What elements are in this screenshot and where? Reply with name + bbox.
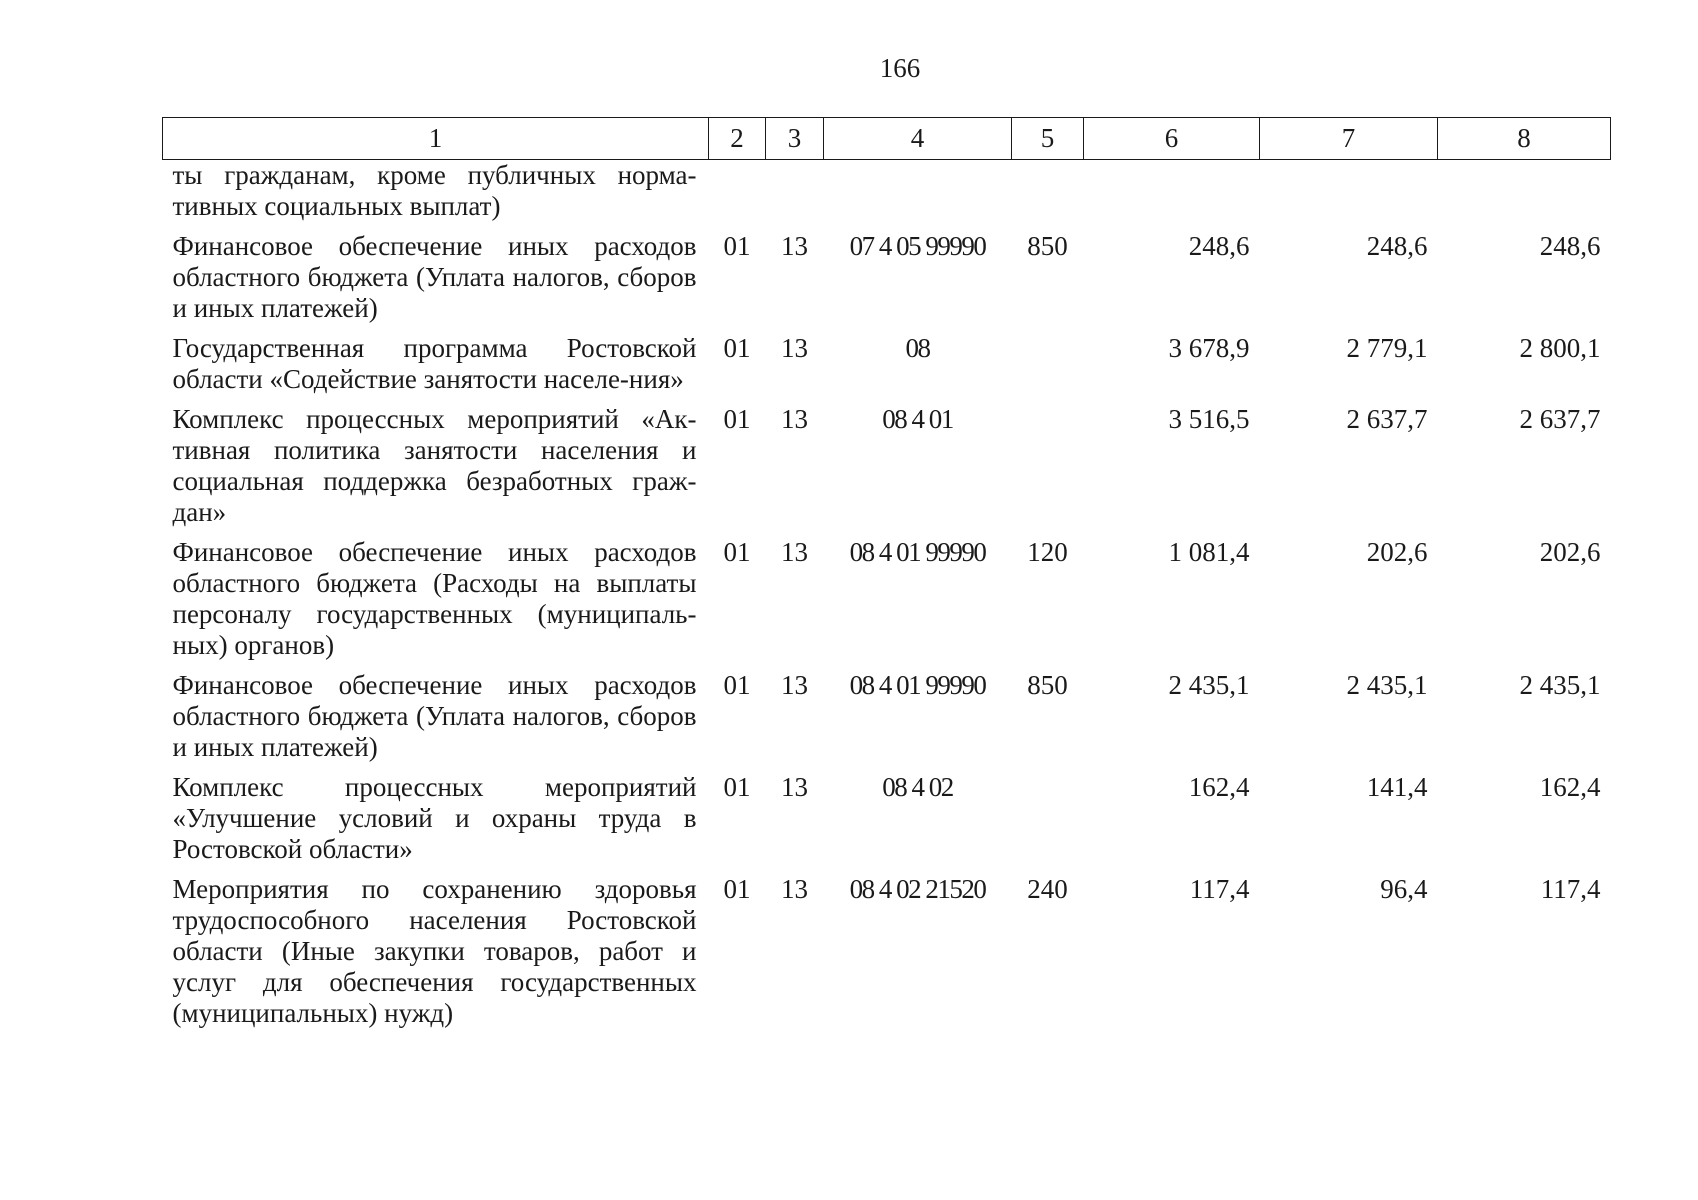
row-target-code: 08 4 02 [882, 772, 953, 802]
column-header-4: 4 [824, 118, 1012, 160]
row-amount-col7: 2 637,7 [1346, 404, 1428, 434]
table-row [163, 865, 1611, 1029]
row-target-code: 08 4 01 [882, 404, 953, 434]
row-section-code: 01 [723, 404, 751, 434]
row-amount-col6: 3 678,9 [1168, 333, 1250, 363]
row-target-code: 08 4 01 99990 [849, 670, 986, 700]
column-header-7: 7 [1260, 118, 1438, 160]
row-amount-col6: 248,6 [1188, 231, 1250, 261]
table-row [163, 763, 1611, 865]
table-row [163, 395, 1611, 528]
header-row [163, 118, 1611, 160]
row-target-code [824, 160, 1012, 223]
table-header [163, 118, 1611, 160]
row-subsection-code [766, 160, 824, 223]
row-expense-type-code: 850 [1027, 231, 1068, 261]
row-amount-col6: 2 435,1 [1168, 670, 1250, 700]
row-expense-type-code: 240 [1027, 874, 1068, 904]
row-section-code: 01 [723, 772, 751, 802]
row-description: Финансовое обеспечение иных расходов областного бюджета (Расходы на выплаты персоналу государственных (муниципаль-ных) органов) [172, 537, 697, 660]
row-amount-col6: 162,4 [1188, 772, 1250, 802]
table-body [163, 160, 1611, 1030]
row-target-code: 08 4 01 99990 [849, 537, 986, 567]
column-header-3: 3 [766, 118, 824, 160]
row-amount-col6: 1 081,4 [1168, 537, 1250, 567]
row-amount-col7: 202,6 [1366, 537, 1428, 567]
row-amount-col7: 96,4 [1380, 874, 1428, 904]
row-description: Комплекс процессных мероприятий «Улучшение условий и охраны труда в Ростовской области» [172, 772, 697, 864]
row-section-code: 01 [723, 333, 751, 363]
budget-table [162, 117, 1611, 1029]
column-header-6: 6 [1084, 118, 1260, 160]
row-expense-type-code [1012, 763, 1084, 865]
row-section-code: 01 [723, 231, 751, 261]
row-section-code: 01 [723, 670, 751, 700]
column-header-8: 8 [1438, 118, 1611, 160]
row-description: Государственная программа Ростовской области «Содействие занятости населе-ния» [172, 333, 697, 394]
row-description: Комплекс процессных мероприятий «Ак-тивная политика занятости населения и социальная поддержка безработных граж-дан» [172, 404, 697, 527]
row-amount-col7: 248,6 [1366, 231, 1428, 261]
row-amount-col6: 3 516,5 [1168, 404, 1250, 434]
page-number: 166 [879, 53, 921, 83]
row-expense-type-code [1012, 324, 1084, 395]
row-amount-col7: 141,4 [1366, 772, 1428, 802]
row-subsection-code: 13 [781, 231, 808, 261]
row-target-code: 08 4 02 21520 [849, 874, 986, 904]
row-amount-col8: 162,4 [1539, 772, 1601, 802]
row-section-code [709, 160, 766, 223]
row-amount-col8 [1438, 160, 1611, 223]
row-subsection-code: 13 [781, 537, 808, 567]
row-section-code: 01 [723, 537, 751, 567]
row-amount-col8: 2 637,7 [1519, 404, 1601, 434]
column-header-1: 1 [163, 118, 709, 160]
row-expense-type-code: 850 [1027, 670, 1068, 700]
row-amount-col7: 2 435,1 [1346, 670, 1428, 700]
row-subsection-code: 13 [781, 670, 808, 700]
row-description: Финансовое обеспечение иных расходов областного бюджета (Уплата налогов, сборов и иных платежей) [172, 231, 697, 323]
table-row [163, 160, 1611, 223]
table-row [163, 661, 1611, 763]
row-amount-col7: 2 779,1 [1346, 333, 1428, 363]
column-header-5: 5 [1012, 118, 1084, 160]
row-subsection-code: 13 [781, 333, 808, 363]
row-amount-col7 [1260, 160, 1438, 223]
row-description: ты гражданам, кроме публичных норма-тивных социальных выплат) [172, 160, 697, 221]
row-expense-type-code: 120 [1027, 537, 1068, 567]
row-target-code: 07 4 05 99990 [849, 231, 986, 261]
table-row [163, 528, 1611, 661]
row-section-code: 01 [723, 874, 751, 904]
row-amount-col8: 2 435,1 [1519, 670, 1601, 700]
row-amount-col6 [1084, 160, 1260, 223]
row-subsection-code: 13 [781, 404, 808, 434]
row-amount-col8: 202,6 [1539, 537, 1601, 567]
row-subsection-code: 13 [781, 772, 808, 802]
row-expense-type-code [1012, 395, 1084, 528]
row-description: Мероприятия по сохранению здоровья трудоспособного населения Ростовской области (Иные закупки товаров, работ и услуг для обеспечения государственных (муниципальных) нужд) [172, 874, 697, 1028]
column-header-2: 2 [709, 118, 766, 160]
row-expense-type-code [1012, 160, 1084, 223]
row-amount-col8: 117,4 [1540, 874, 1601, 904]
row-amount-col8: 248,6 [1539, 231, 1601, 261]
table-row [163, 222, 1611, 324]
row-description: Финансовое обеспечение иных расходов областного бюджета (Уплата налогов, сборов и иных платежей) [172, 670, 697, 762]
table-row [163, 324, 1611, 395]
row-subsection-code: 13 [781, 874, 808, 904]
row-amount-col6: 117,4 [1189, 874, 1250, 904]
row-amount-col8: 2 800,1 [1519, 333, 1601, 363]
row-target-code: 08 [905, 333, 930, 363]
